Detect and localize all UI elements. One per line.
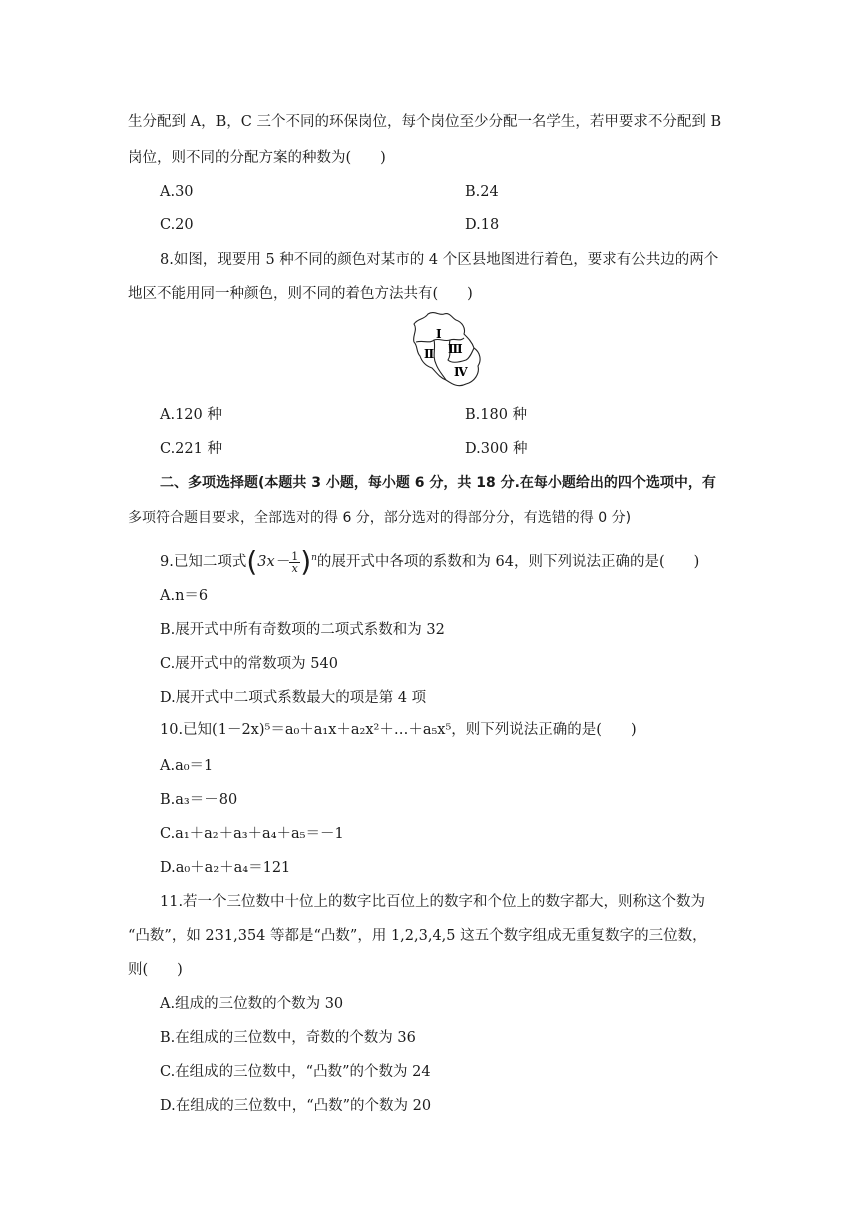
q9-left-paren: (: [246, 545, 258, 578]
map-label-2: Ⅱ: [424, 347, 435, 361]
q8-option-c: C.221 种: [160, 441, 222, 457]
q7-option-b: B.24: [465, 184, 499, 200]
section-2-heading-line2: 多项符合题目要求，全部选对的得 6 分，部分选对的得部分分，有选错的得 0 分): [128, 510, 632, 526]
q11-option-c: C.在组成的三位数中，“凸数”的个数为 24: [160, 1064, 431, 1080]
q9-option-b: B.展开式中所有奇数项的二项式系数和为 32: [160, 622, 445, 638]
q9-suffix: 的展开式中各项的系数和为 64，则下列说法正确的是( ): [316, 554, 700, 570]
q11-option-d: D.在组成的三位数中，“凸数”的个数为 20: [160, 1098, 432, 1114]
q11-stem-line2: “凸数”，如 231,354 等都是“凸数”，用 1,2,3,4,5 这五个数字组成无重复数字的三位数，: [128, 928, 707, 944]
q10-option-b: B.a₃＝－80: [160, 792, 238, 808]
q8-option-a: A.120 种: [160, 407, 222, 423]
q9-option-c: C.展开式中的常数项为 540: [160, 656, 338, 672]
map-label-4: Ⅳ: [454, 365, 468, 379]
q9-prefix: 9.已知二项式: [160, 554, 247, 570]
q9-right-paren: ): [300, 545, 312, 578]
q11-stem-line3: 则( ): [128, 962, 183, 978]
map-border-2: [434, 340, 446, 380]
q7-option-d: D.18: [465, 217, 500, 233]
q8-option-d: D.300 种: [465, 441, 528, 457]
q7-option-c: C.20: [160, 217, 194, 233]
q9-fraction: [289, 551, 300, 574]
q10-option-c: C.a₁＋a₂＋a₃＋a₄＋a₅＝－1: [160, 826, 344, 842]
q8-stem-line1: 8.如图，现要用 5 种不同的颜色对某市的 4 个区县地图进行着色，要求有公共边的两个: [160, 252, 719, 268]
q10-option-d: D.a₀＋a₂＋a₄＝121: [160, 860, 291, 876]
q9-exponent: n: [311, 553, 317, 563]
q8-option-b: B.180 种: [465, 407, 528, 423]
q11-option-b: B.在组成的三位数中，奇数的个数为 36: [160, 1030, 416, 1046]
q9-frac-den: x: [291, 561, 298, 575]
q8-stem-line2: 地区不能用同一种颜色，则不同的着色方法共有( ): [128, 286, 473, 302]
q9-expr-left: 3x－: [257, 554, 290, 570]
q9-frac-num: 1: [291, 549, 299, 563]
q7-stem-line1: 生分配到 A，B，C 三个不同的环保岗位，每个岗位至少分配一名学生，若甲要求不分配到 B: [128, 114, 722, 130]
q9-option-a: A.n＝6: [160, 588, 209, 604]
q7-stem-line2: 岗位，则不同的分配方案的种数为( ): [128, 150, 386, 166]
q10-stem: 10.已知(1－2x)⁵＝a₀＋a₁x＋a₂x²＋…＋a₅x⁵，则下列说法正确的是( ): [160, 722, 637, 738]
q11-option-a: A.组成的三位数的个数为 30: [160, 996, 344, 1012]
q11-stem-line1: 11.若一个三位数中十位上的数字比百位上的数字和个位上的数字都大，则称这个数为: [160, 894, 706, 910]
q9-option-d: D.展开式中二项式系数最大的项是第 4 项: [160, 690, 427, 706]
section-2-heading-line1: 二、多项选择题(本题共 3 小题，每小题 6 分，共 18 分.在每小题给出的四个选项中，有: [160, 475, 716, 491]
q9-stem: [160, 545, 700, 578]
q10-option-a: A.a₀＝1: [160, 758, 214, 774]
q7-option-a: A.30: [160, 184, 194, 200]
map-label-1: Ⅰ: [436, 327, 442, 341]
map-label-3: Ⅲ: [448, 342, 463, 356]
county-map-figure: [408, 308, 486, 388]
